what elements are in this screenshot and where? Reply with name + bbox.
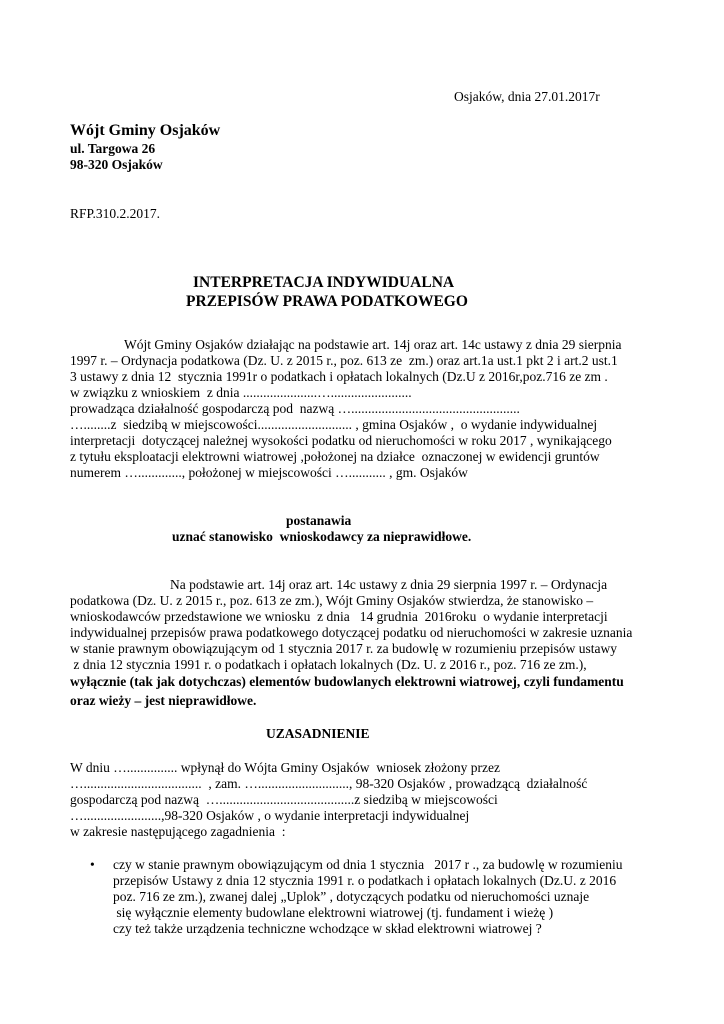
para3-line: w zakresie następującego zagadnienia : <box>70 824 286 839</box>
bullet-marker: • <box>90 857 95 872</box>
para2-line: z dnia 12 stycznia 1991 r. o podatkach i opłatach lokalnych (Dz. U. z 2016 r., poz. 716 ze zm.), <box>70 657 587 672</box>
para3-line: …................................... , zam. …..........................., 98-320 Osjaków , prowadzącą działalność <box>70 776 588 791</box>
para1-line: interpretacji dotyczącej należnej wysokości podatku od nieruchomości w roku 2017 , wynikającego <box>70 433 612 448</box>
section-title: UZASADNIENIE <box>266 726 370 741</box>
bullet-line: czy w stanie prawnym obowiązującym od dnia 1 stycznia 2017 r ., za budowlę w rozumieniu <box>113 857 623 872</box>
bullet-line: się wyłącznie elementy budowlane elektrowni wiatrowej (tj. fundament i wieżę ) <box>113 905 554 920</box>
para1-line: w związku z wnioskiem z dnia ......................…........................ <box>70 385 412 400</box>
para1-line: Wójt Gminy Osjaków działając na podstawie art. 14j oraz art. 14c ustawy z dnia 29 sierpnia <box>124 337 622 352</box>
para2-bold-line: wyłącznie (tak jak dotychczas) elementów budowlanych elektrowni wiatrowej, czyli fundamentu <box>70 674 624 689</box>
issuer-street: ul. Targowa 26 <box>70 141 156 156</box>
para2-line: w stanie prawnym obowiązującym od 1 stycznia 2017 r. za budowlę w rozumieniu przepisów ustawy <box>70 641 617 656</box>
para2-line: podatkowa (Dz. U. z 2015 r., poz. 613 ze zm.), Wójt Gminy Osjaków stwierdza, że stanowisko – <box>70 593 594 608</box>
bullet-line: przepisów Ustawy z dnia 12 stycznia 1991 r. o podatkach i opłatach lokalnych (Dz.U. z 2016 <box>113 873 617 888</box>
para1-line: 1997 r. – Ordynacja podatkowa (Dz. U. z 2015 r., poz. 613 ze zm.) oraz art.1a ust.1 pkt 2 i art.2 ust.1 <box>70 353 618 368</box>
para1-line: numerem …............., położonej w miejscowości …........... , gm. Osjaków <box>70 465 468 480</box>
para3-line: W dniu …............... wpłynął do Wójta Gminy Osjaków wniosek złożony przez <box>70 760 500 775</box>
para3-line: ….......................,98-320 Osjaków , o wydanie interpretacji indywidualnej <box>70 808 470 823</box>
bullet-line: poz. 716 ze zm.), zwanej dalej „Uplok” , dotyczących podatku od nieruchomości uznaje <box>113 889 590 904</box>
para2-bold-line: oraz wieży – jest nieprawidłowe. <box>70 693 257 708</box>
para1-line: z tytułu eksploatacji elektrowni wiatrowej ,położonej na działce oznaczonej w ewidencji gruntów <box>70 449 600 464</box>
para1-line: prowadząca działalność gospodarczą pod nazwą ….................................................. <box>70 401 520 416</box>
para2-line: wnioskodawców przedstawione we wniosku z dnia 14 grudnia 2016roku o wydanie interpretacji <box>70 609 608 624</box>
date-line: Osjaków, dnia 27.01.2017r <box>454 89 600 104</box>
decision-verb: postanawia <box>286 513 352 528</box>
issuer-title: Wójt Gminy Osjaków <box>70 122 221 139</box>
para1-line: …........z siedzibą w miejscowości............................ , gmina Osjaków , o wydanie indywidualnej <box>70 417 598 432</box>
reference-number: RFP.310.2.2017. <box>70 206 161 221</box>
para2-line: indywidualnej przepisów prawa podatkowego dotyczącej podatku od nieruchomości w zakresie uznania <box>70 625 633 640</box>
decision-text: uznać stanowisko wnioskodawcy za nieprawidłowe. <box>172 529 472 544</box>
issuer-city: 98-320 Osjaków <box>70 157 163 172</box>
para3-line: gospodarczą pod nazwą …........................................z siedzibą w miejscowości <box>70 792 498 807</box>
bullet-line: czy też także urządzenia techniczne wchodzące w skład elektrowni wiatrowej ? <box>113 921 542 936</box>
para2-line: Na podstawie art. 14j oraz art. 14c ustawy z dnia 29 sierpnia 1997 r. – Ordynacja <box>170 577 608 592</box>
heading-line-2: PRZEPISÓW PRAWA PODATKOWEGO <box>186 293 468 310</box>
para1-line: 3 ustawy z dnia 12 stycznia 1991r o podatkach i opłatach lokalnych (Dz.U z 2016r,poz.716 ze zm . <box>70 369 608 384</box>
heading-line-1: INTERPRETACJA INDYWIDUALNA <box>193 274 455 291</box>
